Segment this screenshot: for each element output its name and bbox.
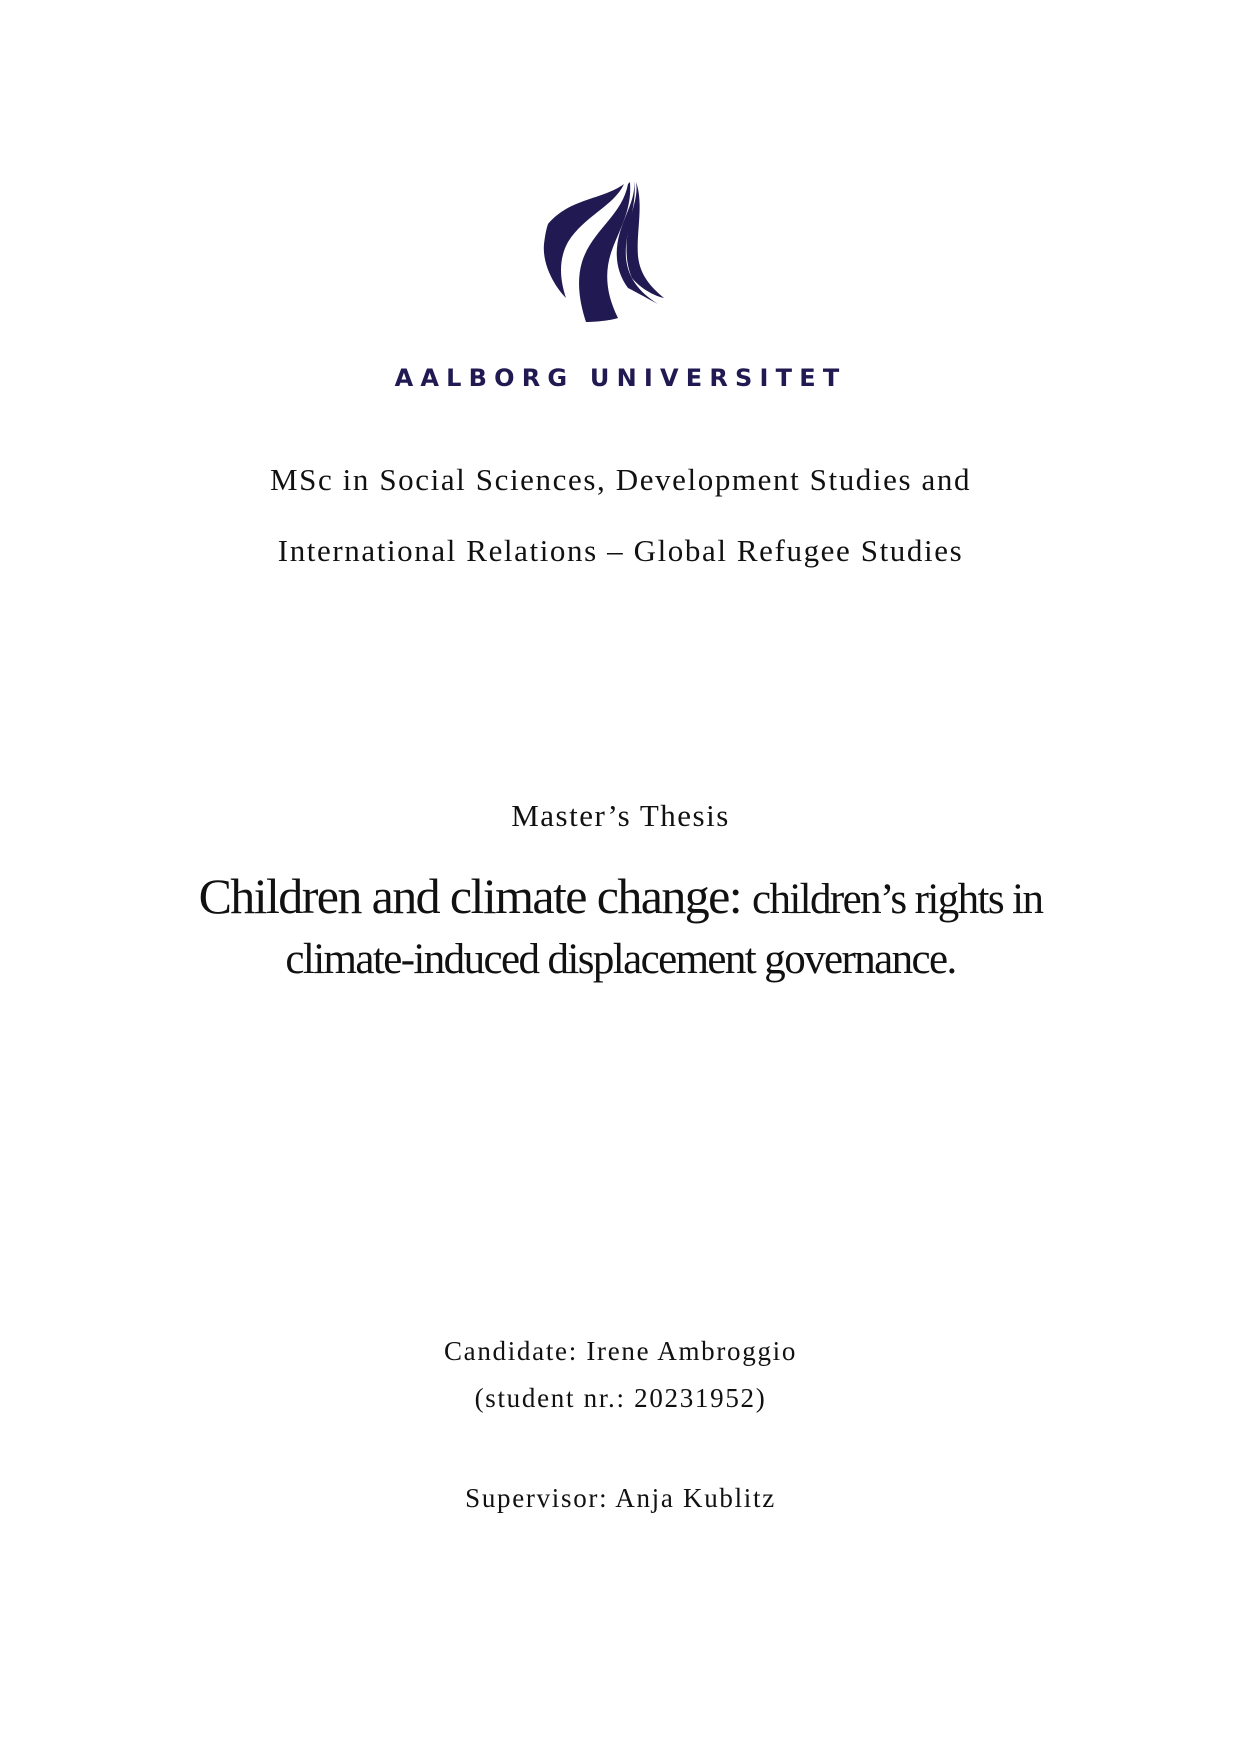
student-number: (student nr.: 20231952) (474, 1383, 767, 1413)
title-line-1-small: children’s rights in (751, 876, 1043, 923)
program-line-1: MSc in Social Sciences, Development Studies and (269, 462, 972, 497)
title-line-1-large: Children and climate change: (198, 868, 752, 924)
title-line-1 (0, 866, 1241, 930)
aalborg-university-logo-icon (540, 176, 680, 322)
candidate-info (0, 1328, 1241, 1422)
program-line-2: International Relations – Global Refugee Studies (277, 533, 964, 568)
supervisor-info: Supervisor: Anja Kublitz (465, 1483, 776, 1513)
candidate-name: Candidate: Irene Ambroggio (443, 1336, 798, 1366)
thesis-type: Master’s Thesis (511, 798, 730, 833)
university-wordmark: AALBORG UNIVERSITET (394, 364, 847, 392)
thesis-title (0, 866, 1241, 990)
title-line-2: climate-induced displacement governance. (285, 936, 956, 983)
program-name (0, 444, 1241, 586)
